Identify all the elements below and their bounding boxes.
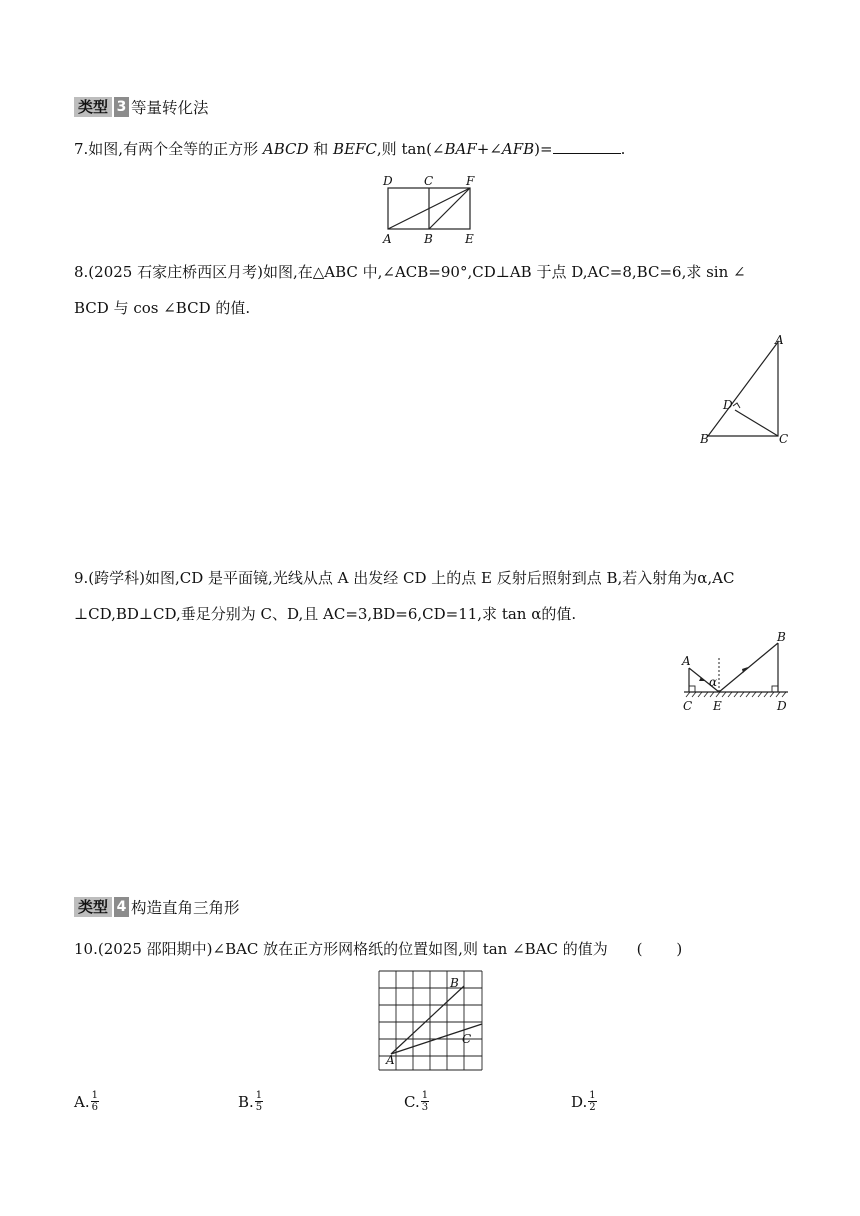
type-label: 类型 [74,97,112,117]
numerator: 1 [421,1090,429,1101]
q7-angle-afb: AFB [501,140,535,158]
label-d: D [777,699,787,713]
label-e: E [465,232,474,246]
option-fraction [255,1090,263,1113]
question-10 [74,931,790,967]
type-label: 类型 [74,897,112,917]
denominator: 3 [421,1102,429,1113]
label-c: C [424,174,434,188]
numerator: 1 [255,1090,263,1101]
numerator: 1 [589,1090,596,1101]
section-title: 构造直角三角形 [131,899,240,917]
q7-square-abcd: ABCD [262,140,309,158]
numerator: 1 [91,1090,98,1101]
arrow-incident-icon [699,677,705,681]
denominator: 6 [91,1102,98,1113]
label-a: A [386,1053,395,1067]
right-angle-mark-c [689,686,695,692]
right-angle-mark-d [772,686,778,692]
label-d: D [723,398,733,412]
segment-cd [735,410,778,436]
question-8 [74,254,790,326]
denominator: 2 [589,1102,596,1113]
segment-bf [429,188,470,229]
label-b: B [450,976,459,990]
section-header-3 [74,96,209,118]
label-b: B [424,232,433,246]
figure-two-squares [378,172,484,248]
section-title: 等量转化法 [131,99,209,117]
denominator: 5 [255,1102,263,1113]
label-d: D [383,174,393,188]
option-letter: D. [571,1092,588,1111]
type-number: 4 [114,897,129,917]
option-letter: A. [74,1092,90,1111]
option-letter: B. [238,1092,254,1111]
type-number: 3 [114,97,129,117]
option-a[interactable] [74,1090,99,1113]
option-fraction [421,1090,429,1113]
triangle-abc [708,342,778,436]
label-c: C [462,1032,472,1046]
label-b: B [777,630,786,644]
option-fraction [91,1090,99,1113]
q7-text-prefix: 7.如图,有两个全等的正方形 [74,140,263,158]
answer-paren-open: ( [636,940,643,958]
label-alpha: α [709,675,718,689]
arrow-reflected-icon [742,667,748,673]
figure-grid-angle [374,966,488,1076]
q7-text-plus: +∠ [476,140,502,158]
q7-square-befc: BEFC [333,140,377,158]
answer-paren-close: ) [676,940,683,958]
ray-eb [719,643,778,692]
q10-stem: 10.(2025 邵阳期中)∠BAC 放在正方形网格纸的位置如图,则 tan ∠BAC 的值为 [74,940,608,958]
q7-text-end: )= [534,140,553,158]
option-c[interactable] [404,1090,429,1113]
question-7 [74,131,790,167]
label-a: A [682,654,691,668]
q8-line-1: 8.(2025 石家庄桥西区月考)如图,在△ABC 中,∠ACB=90°,CD⊥AB 于点 D,AC=8,BC=6,求 sin ∠ [74,263,746,281]
q7-angle-baf: BAF [444,140,477,158]
figure-mirror-reflection [676,626,796,718]
q8-line-2: BCD 与 cos ∠BCD 的值. [74,299,251,317]
figure-right-triangle [700,330,796,450]
label-b: B [700,432,709,446]
question-9 [74,560,790,632]
label-e: E [713,699,722,713]
q9-line-1: 9.(跨学科)如图,CD 是平面镜,光线从点 A 出发经 CD 上的点 E 反射后照射到点 B,若入射角为α,AC [74,569,735,587]
answer-blank[interactable] [553,139,621,154]
option-b[interactable] [238,1090,263,1113]
option-letter: C. [404,1092,420,1111]
mirror-hatching [686,692,786,697]
option-d[interactable] [571,1090,597,1113]
label-a: A [383,232,392,246]
q7-period: . [620,140,626,158]
q7-text-mid: ,则 tan(∠ [376,140,445,158]
right-angle-mark [733,403,740,408]
label-c: C [683,699,693,713]
ray-ab [391,986,464,1054]
label-f: F [466,174,475,188]
section-header-4 [74,896,240,918]
option-fraction [588,1090,596,1113]
q7-text-and: 和 [308,140,334,158]
label-a: A [775,333,784,347]
label-c: C [779,432,789,446]
q9-line-2: ⊥CD,BD⊥CD,垂足分别为 C、D,且 AC=3,BD=6,CD=11,求 tan α的值. [74,605,577,623]
